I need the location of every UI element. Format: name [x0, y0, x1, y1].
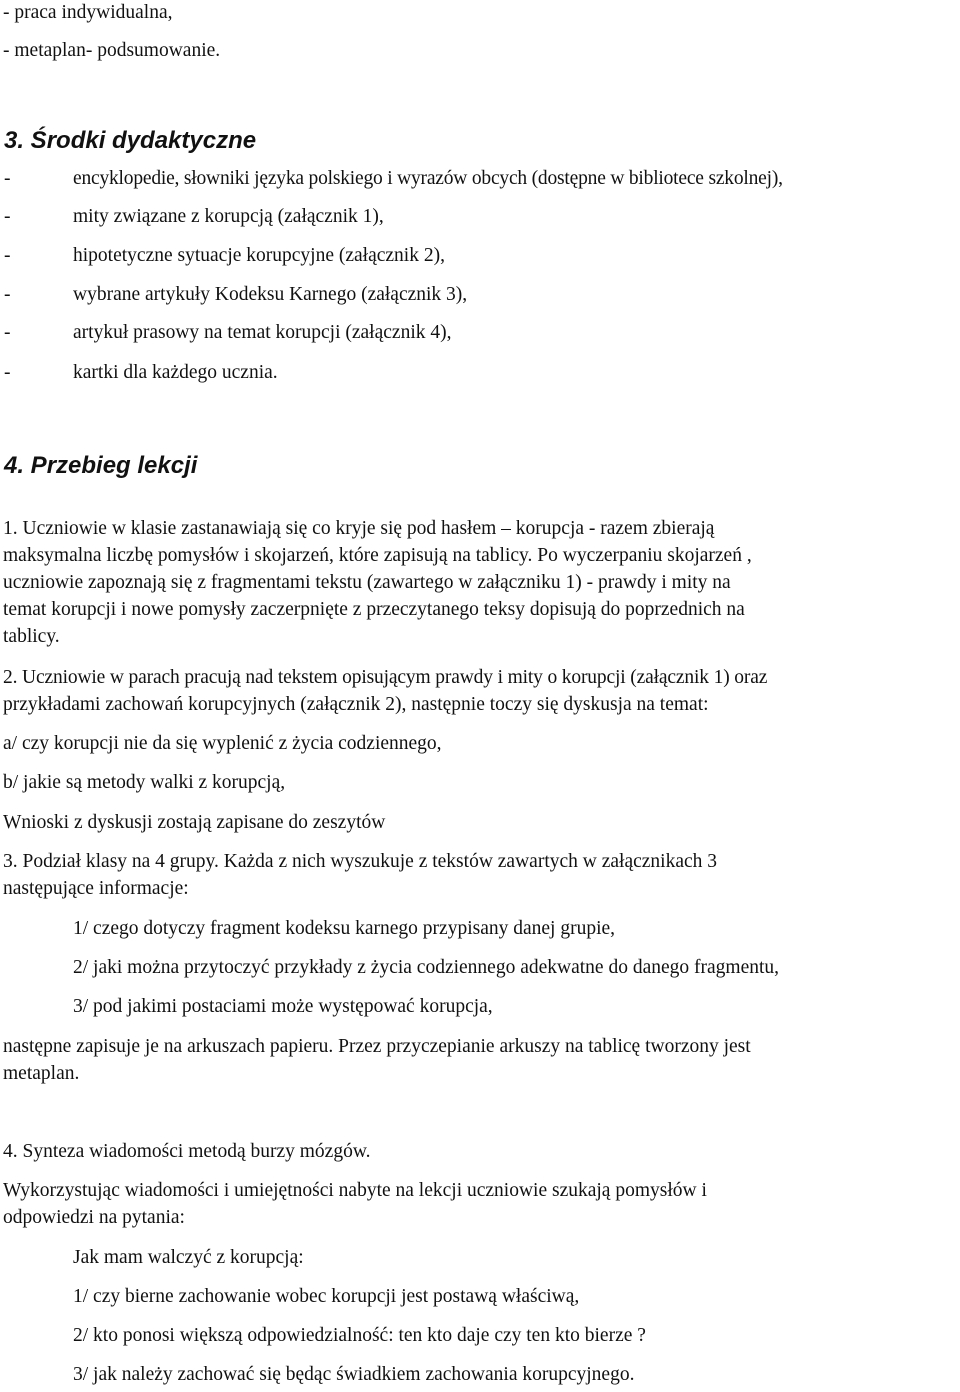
paragraph-line: 2. Uczniowie w parach pracują nad tekstem opisującym prawdy i mity o korupcji (załącznik 1) oraz: [3, 667, 768, 688]
bullet-dash: -: [4, 245, 11, 266]
paragraph-line: tablicy.: [3, 626, 60, 647]
paragraph-line: temat korupcji i nowe pomysły zaczerpnięte z przeczytanego teksy dopisują do poprzednich na: [3, 599, 745, 620]
intro-line-1: - praca indywidualna,: [3, 2, 173, 23]
discussion-question-b: b/ jakie są metody walki z korupcją,: [3, 772, 286, 793]
list-item: 1/ czy bierne zachowanie wobec korupcji jest postawą właściwą,: [73, 1286, 580, 1307]
list-item-text: artykuł prasowy na temat korupcji (załącznik 4),: [73, 322, 452, 343]
paragraph-4: 4. Synteza wiadomości metodą burzy mózgów.: [3, 1141, 371, 1162]
section-3-heading: 3. Środki dydaktyczne: [4, 127, 257, 154]
paragraph-line: maksymalna liczbę pomysłów i skojarzeń, które zapisują na tablicy. Po wyczerpaniu skojarzeń ,: [3, 545, 752, 566]
discussion-question-a: a/ czy korupcji nie da się wyplenić z życia codziennego,: [3, 733, 442, 754]
list-item: 2/ kto ponosi większą odpowiedzialność: ten kto daje czy ten kto bierze ?: [73, 1325, 646, 1346]
list-item: 1/ czego dotyczy fragment kodeksu karnego przypisany danej grupie,: [73, 918, 616, 939]
list-item-text: kartki dla każdego ucznia.: [73, 362, 278, 383]
list-item-text: hipotetyczne sytuacje korupcyjne (załącznik 2),: [73, 245, 445, 266]
discussion-conclusion: Wnioski z dyskusji zostają zapisane do zeszytów: [3, 812, 386, 833]
list-item-text: encyklopedie, słowniki języka polskiego i wyrazów obcych (dostępne w bibliotece szkolnej),: [73, 168, 783, 189]
list-item: 2/ jaki można przytoczyć przykłady z życia codziennego adekwatne do danego fragmentu,: [73, 957, 780, 978]
bullet-dash: -: [4, 284, 11, 305]
bullet-dash: -: [4, 206, 11, 227]
paragraph-line: odpowiedzi na pytania:: [3, 1207, 185, 1228]
intro-line-2: - metaplan- podsumowanie.: [3, 40, 221, 61]
paragraph-line: metaplan.: [3, 1063, 80, 1084]
question-lead: Jak mam walczyć z korupcją:: [73, 1247, 304, 1268]
paragraph-line: 3. Podział klasy na 4 grupy. Każda z nich wyszukuje z tekstów zawartych w załącznikach 3: [3, 851, 718, 872]
bullet-dash: -: [4, 168, 11, 189]
bullet-dash: -: [4, 362, 11, 383]
list-item: 3/ pod jakimi postaciami może występować korupcja,: [73, 996, 493, 1017]
list-item-text: wybrane artykuły Kodeksu Karnego (załącznik 3),: [73, 284, 468, 305]
paragraph-line: następne zapisuje je na arkuszach papieru. Przez przyczepianie arkuszy na tablicę tworzony jest: [3, 1036, 751, 1057]
paragraph-line: 1. Uczniowie w klasie zastanawiają się co kryje się pod hasłem – korupcja - razem zbierają: [3, 518, 715, 539]
list-item: 3/ jak należy zachować się będąc świadkiem zachowania korupcyjnego.: [73, 1364, 635, 1385]
bullet-dash: -: [4, 322, 11, 343]
paragraph-line: następujące informacje:: [3, 878, 189, 899]
section-4-heading: 4. Przebieg lekcji: [4, 452, 198, 479]
paragraph-line: uczniowie zapoznają się z fragmentami tekstu (zawartego w załączniku 1) - prawdy i mity na: [3, 572, 731, 593]
paragraph-line: Wykorzystując wiadomości i umiejętności nabyte na lekcji uczniowie szukają pomysłów i: [3, 1180, 707, 1201]
list-item-text: mity związane z korupcją (załącznik 1),: [73, 206, 384, 227]
paragraph-line: przykładami zachowań korupcyjnych (załącznik 2), następnie toczy się dyskusja na temat:: [3, 694, 709, 715]
